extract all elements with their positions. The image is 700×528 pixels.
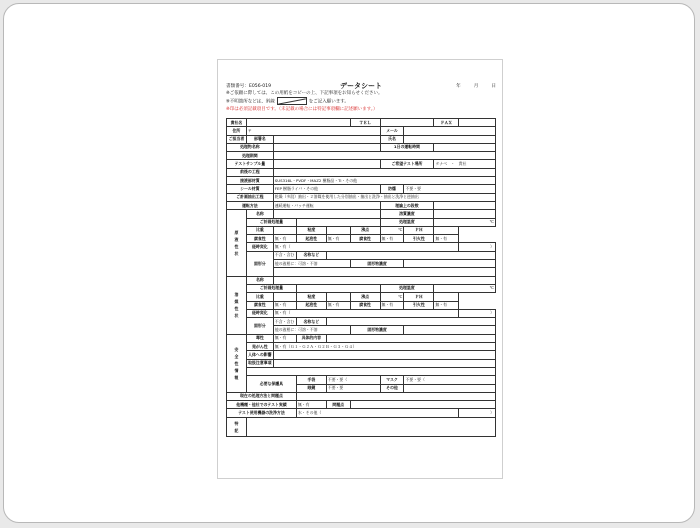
body-effect-field[interactable]: [273, 351, 495, 359]
hold-row-aging: [227, 309, 496, 317]
hold-foam-field[interactable]: 無・有: [326, 301, 350, 309]
hold-aging-field[interactable]: 無・有（: [273, 309, 459, 317]
row-current-method: [227, 392, 496, 400]
document-viewer-frame: [3, 3, 695, 523]
raw-aging-field[interactable]: 無・有（: [273, 243, 459, 251]
raw-sg-label: 比重: [246, 226, 273, 234]
theory-stage-label: 理論上の段数: [380, 201, 434, 209]
hold-corr-label: 腐食性: [350, 301, 380, 309]
row-address: [227, 127, 496, 135]
row-company: [227, 119, 496, 127]
raw-row-aging: [227, 243, 496, 251]
carcino-label: 発がん性: [246, 343, 273, 351]
equipment-label: 処理物名称: [227, 143, 274, 151]
toxicity-field[interactable]: 無・有: [273, 334, 296, 342]
raw-name-label: 名称: [246, 210, 273, 218]
mail-field[interactable]: [404, 127, 496, 135]
sheet-title: データシート: [340, 82, 382, 90]
hold-name-field[interactable]: [273, 276, 495, 284]
handling-field[interactable]: [273, 359, 495, 367]
safety-row-protect-1: [227, 376, 496, 384]
raw-solid-label: 固形分: [246, 251, 273, 276]
department-label: 部署名: [246, 135, 273, 143]
mail-label: メール: [380, 127, 404, 135]
hold-name-label: 名称: [246, 276, 273, 284]
hold-aging-close: ）: [459, 309, 496, 317]
body-effect-label: 人体への影響: [246, 351, 273, 359]
carcino-field[interactable]: 無・有（Ｇ１・Ｇ２Ａ・Ｇ２Ｂ・Ｇ３・Ｇ４）: [273, 343, 495, 351]
seal-material-label: シール材質: [227, 185, 274, 193]
hold-solid-contain-field[interactable]: 不含・含む: [273, 318, 296, 326]
hold-solid-solubility-field[interactable]: 他の液相に：可溶・不溶: [273, 326, 350, 334]
hold-solid-name-label: 名称など: [296, 318, 326, 326]
hold-viscosity-field[interactable]: [326, 293, 350, 301]
raw-aging-close: ）: [459, 243, 496, 251]
address-field[interactable]: 〒: [246, 127, 380, 135]
note-line-1: ※ご依頼に際しては、この用紙をコピーの上、下記事項をお知らせください。: [226, 91, 383, 96]
raw-row-flags: [227, 235, 496, 243]
hold-solid-label: 固形分: [246, 318, 273, 335]
instruction-notes: [226, 90, 496, 114]
mask-label: マスク: [380, 376, 404, 384]
safety-spacer: [246, 367, 495, 375]
wash-field[interactable]: 水・その他（: [296, 409, 458, 417]
raw-solid-solubility-field[interactable]: 他の液相に：可溶・不溶: [273, 260, 350, 268]
sample-label: テストサンプル量: [227, 160, 274, 168]
explosion-field[interactable]: 不要・要: [404, 185, 496, 193]
seal-material-field[interactable]: FEP 樹脂ライバ・その他: [273, 185, 380, 193]
hold-ph-label: ＰＨ: [404, 293, 434, 301]
period-label: 処理期間: [227, 152, 274, 160]
pre-process-field[interactable]: [273, 168, 495, 176]
glove-label: 手袋: [296, 376, 326, 384]
hold-solid-name-field[interactable]: [326, 318, 495, 326]
hold-row-solid-1: [227, 318, 496, 326]
raw-emuls-field[interactable]: 無・有: [273, 235, 296, 243]
raw-row-solid-1: [227, 251, 496, 259]
safety-row-handling: [227, 359, 496, 367]
raw-viscosity-field[interactable]: [326, 226, 350, 234]
row-other-tests: [227, 401, 496, 409]
hold-temp-label: 処理温度: [380, 284, 434, 292]
others-field[interactable]: [404, 384, 496, 392]
theory-stage-field[interactable]: [434, 201, 496, 209]
raw-row-rate: [227, 218, 496, 226]
period-field[interactable]: [273, 152, 495, 160]
mask-field[interactable]: 不要・要（: [404, 376, 496, 384]
safety-row-toxicity: [227, 334, 496, 342]
hold-emuls-label: 腐食性: [246, 301, 273, 309]
raw-name-field[interactable]: [273, 210, 380, 218]
raw-solid-name-field[interactable]: [326, 251, 495, 259]
liquid-material-field[interactable]: SUS316L・PVDF・MAZ2 樹脂品・Ti・その他: [273, 177, 495, 185]
hold-row-rate: [227, 284, 496, 292]
row-sample: [227, 160, 496, 168]
row-run-method: [227, 201, 496, 209]
company-label: 貴社名: [227, 119, 247, 127]
hold-temp-field[interactable]: ℃: [434, 284, 496, 292]
hold-plan-rate-field[interactable]: [296, 284, 380, 292]
test-place-field[interactable]: タナベ ・ 貴社: [434, 160, 496, 168]
raw-solid-conc-field[interactable]: [404, 260, 496, 268]
wash-label: テスト使用機器の洗浄方法: [227, 409, 297, 417]
raw-bp-label: 沸点: [350, 226, 380, 234]
raw-solid-name-label: 名称など: [296, 251, 326, 259]
raw-plan-rate-label: ご計画処理量: [246, 218, 296, 226]
row-contact: [227, 135, 496, 143]
note-line-2: ※不明箇所などは、斜線 をご記入願います。: [226, 97, 496, 106]
name-label: 氏名: [380, 135, 404, 143]
run-time-field[interactable]: [434, 143, 496, 151]
row-seal-material: [227, 185, 496, 193]
raw-sg-field[interactable]: [273, 226, 296, 234]
raw-foam-field[interactable]: 無・有: [326, 235, 350, 243]
name-field[interactable]: [404, 135, 496, 143]
raw-temp-field[interactable]: ℃: [434, 218, 496, 226]
special-notes-field[interactable]: [246, 417, 495, 436]
raw-emuls-label: 腐食性: [246, 235, 273, 243]
fax-label: ＦＡＸ: [434, 119, 459, 127]
pre-process-label: 前後の工程: [227, 168, 274, 176]
raw-ph-field[interactable]: [434, 226, 459, 234]
row-liquid-material: [227, 177, 496, 185]
row-equipment: [227, 143, 496, 151]
planned-process-label: ご計画抽出工程: [227, 193, 274, 201]
raw-solid-contain-field[interactable]: 不含・含む: [273, 251, 296, 259]
test-place-label: ご希望テスト場所: [380, 160, 434, 168]
hold-bp-label: 沸点: [350, 293, 380, 301]
safety-row-body: [227, 351, 496, 359]
specific-label: 具体的内容: [296, 334, 326, 342]
goggles-label: 眼鏡: [296, 384, 326, 392]
raw-viscosity-label: 粘度: [296, 226, 326, 234]
other-tests-label: 他機種・他社でのテスト実績: [227, 401, 297, 409]
data-sheet-page: [217, 59, 503, 479]
goggles-field[interactable]: 不要・要: [326, 384, 380, 392]
glove-field[interactable]: 不要・要（: [326, 376, 380, 384]
raw-row-props: [227, 226, 496, 234]
raw-corr-field[interactable]: 無・有: [380, 235, 404, 243]
hold-bp-field[interactable]: ℃: [380, 293, 404, 301]
document-number: 書類番号：E056-019: [226, 84, 272, 89]
raw-aging-label: 経時変化: [246, 243, 273, 251]
current-method-field[interactable]: [296, 392, 495, 400]
slash-example-box: [277, 97, 307, 105]
data-sheet-form: [226, 118, 496, 437]
hold-ignite-label: 引火性: [404, 301, 434, 309]
row-pre-process: [227, 168, 496, 176]
address-label: 住所: [227, 127, 247, 135]
handling-label: 取扱注意事項: [246, 359, 273, 367]
raw-foam-label: 起泡性: [296, 235, 326, 243]
raw-liquid-section-label: 原 液 性 状: [227, 210, 247, 276]
protect-label: 必要な保護具: [246, 376, 296, 393]
hold-sg-field[interactable]: [273, 293, 296, 301]
raw-solute-conc-field[interactable]: [434, 210, 496, 218]
raw-ignite-label: 引火性: [404, 235, 434, 243]
toxicity-label: 毒性: [246, 334, 273, 342]
hold-solid-conc-label: 固形物濃度: [350, 326, 404, 334]
hold-sg-label: 比重: [246, 293, 273, 301]
wash-close: ）: [459, 409, 496, 417]
row-wash: [227, 409, 496, 417]
run-method-field[interactable]: 連続運転・バッチ運転: [273, 201, 380, 209]
day-label: 日: [491, 84, 496, 89]
row-special-notes: [227, 417, 496, 436]
tel-field[interactable]: [380, 119, 434, 127]
hold-row-props: [227, 293, 496, 301]
row-planned-process: [227, 193, 496, 201]
hold-aging-label: 経時変化: [246, 309, 273, 317]
safety-row-carcino: [227, 343, 496, 351]
current-method-label: 現在の処理方法と問題点: [227, 392, 297, 400]
hold-corr-field[interactable]: 無・有: [380, 301, 404, 309]
contact-label: ご担当者: [227, 135, 247, 143]
liquid-material-label: 接液部材質: [227, 177, 274, 185]
special-notes-label: 特 記: [227, 417, 247, 436]
raw-corr-label: 腐食性: [350, 235, 380, 243]
issues-label: 問題点: [326, 401, 350, 409]
explosion-label: 防爆: [380, 185, 404, 193]
hold-plan-rate-label: ご計画処理量: [246, 284, 296, 292]
solvent-section-label: 溶 媒 性 状: [227, 276, 247, 334]
issues-field[interactable]: [350, 401, 495, 409]
date-fields: [443, 83, 496, 89]
hold-solid-conc-field[interactable]: [404, 326, 496, 334]
year-label: 年: [456, 84, 461, 89]
hold-emuls-field[interactable]: 無・有: [273, 301, 296, 309]
run-method-label: 運転方法: [227, 201, 274, 209]
hold-viscosity-label: 粘度: [296, 293, 326, 301]
specific-field[interactable]: [326, 334, 495, 342]
planned-process-field[interactable]: 乾燥（多段）抽出・２溶媒を使用した分別抽出・抽出と洗浄・抽出と洗浄と逆抽出: [273, 193, 495, 201]
raw-ph-label: ＰＨ: [404, 226, 434, 234]
raw-spacer: [273, 268, 495, 276]
note-line-required: ※印は必須記載項目です。（未記載の場合には特記事項欄に記述願います。）: [226, 107, 378, 113]
row-period: [227, 152, 496, 160]
tel-label: ＴＥＬ: [350, 119, 380, 127]
others-label: その他: [380, 384, 404, 392]
company-field[interactable]: [246, 119, 350, 127]
safety-row-spacer: [227, 367, 496, 375]
sample-field[interactable]: [273, 160, 380, 168]
raw-temp-label: 処理温度: [380, 218, 434, 226]
raw-bp-field[interactable]: ℃: [380, 226, 404, 234]
month-label: 月: [473, 84, 479, 89]
equipment-field[interactable]: [273, 143, 380, 151]
raw-solute-conc-label: 溶質濃度: [380, 210, 434, 218]
hold-row-flags: [227, 301, 496, 309]
fax-field[interactable]: [459, 119, 496, 127]
hold-row-name: [227, 276, 496, 284]
other-tests-field[interactable]: 無・有: [296, 401, 326, 409]
hold-foam-label: 起泡性: [296, 301, 326, 309]
run-time-label: 1日の運転時間: [380, 143, 434, 151]
raw-ignite-field[interactable]: 無・有: [434, 235, 459, 243]
hold-ignite-field[interactable]: 無・有: [434, 301, 459, 309]
safety-section-label: 安 全 性 情 報: [227, 334, 247, 392]
raw-row-name: [227, 210, 496, 218]
hold-ph-field[interactable]: [434, 293, 459, 301]
raw-plan-rate-field[interactable]: [296, 218, 380, 226]
raw-solid-conc-label: 固形物濃度: [350, 260, 404, 268]
department-field[interactable]: [273, 135, 380, 143]
